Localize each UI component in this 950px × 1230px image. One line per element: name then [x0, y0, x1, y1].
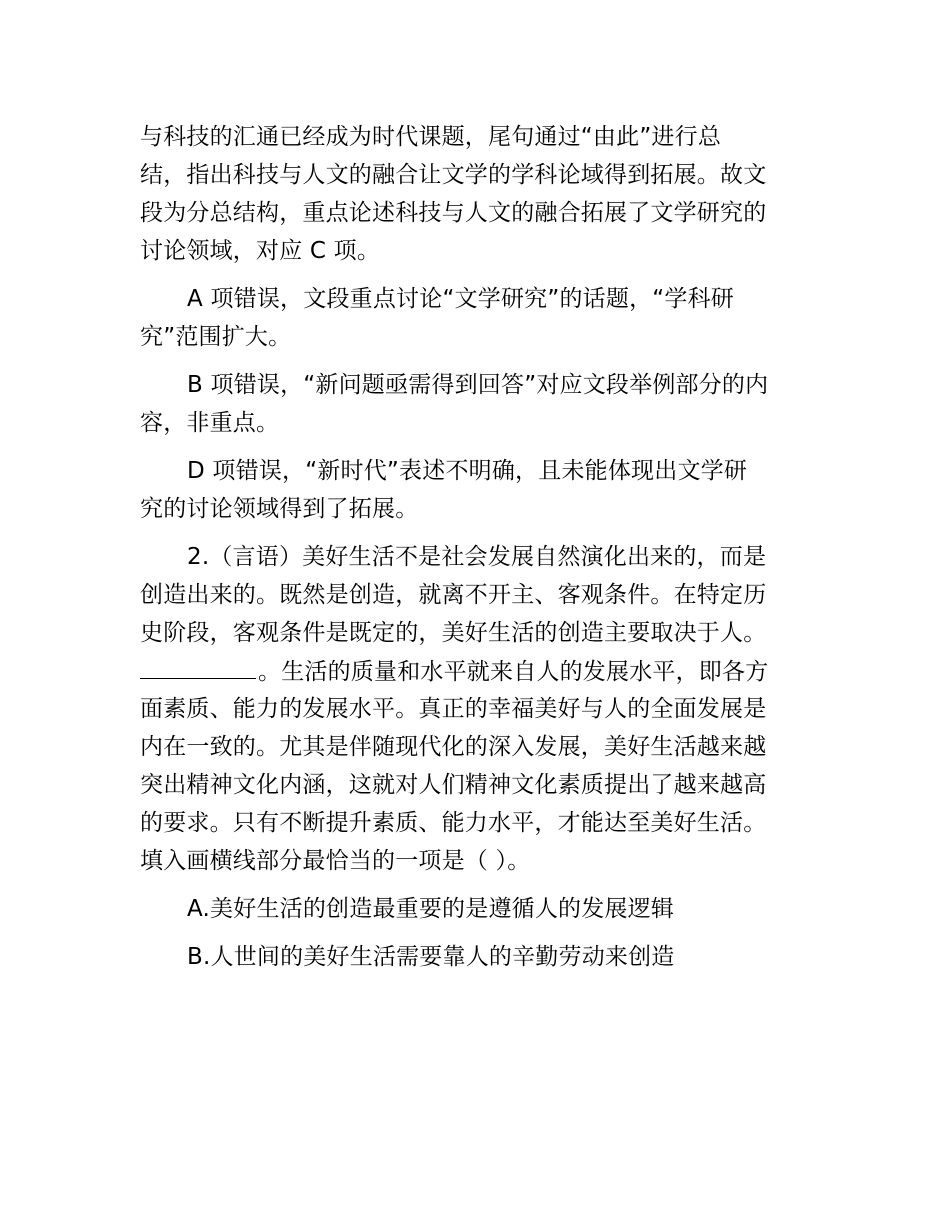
question-blank-line [140, 652, 812, 690]
choice-text: A.美好生活的创造最重要的是遵循人的发展逻辑 [187, 896, 675, 922]
text-line: 与科技的汇通已经成为时代课题，尾句通过“由此”进行总 [140, 124, 722, 150]
explanation-paragraph [140, 118, 812, 270]
text-line: 究”范围扩大。 [140, 324, 292, 350]
question-text-line: 的要求。只有不断提升素质、能力水平，才能达至美好生活。 [140, 810, 767, 836]
text-line: D 项错误，“新时代”表述不明确，且未能体现出文学研 [187, 458, 748, 484]
question-text-line: 创造出来的。既然是创造，就离不开主、客观条件。在特定历 [140, 582, 767, 608]
text-line: B 项错误，“新问题亟需得到回答”对应文段举例部分的内 [187, 372, 769, 398]
question-text-line: 面素质、能力的发展水平。真正的幸福美好与人的全面发展是 [140, 696, 767, 722]
fill-in-blank [140, 652, 256, 679]
option-d-explanation [140, 452, 812, 528]
question-text-after-blank: 。生活的质量和水平就来自人的发展水平，即各方 [258, 659, 769, 685]
choice-text: B.人世间的美好生活需要靠人的辛勤劳动来创造 [187, 944, 675, 970]
answer-choice-a [140, 890, 812, 928]
answer-choice-b [140, 938, 812, 976]
text-line: A 项错误，文段重点讨论“文学研究”的话题，“学科研 [187, 286, 734, 312]
option-a-explanation [140, 280, 812, 356]
question-prompt: 填入画横线部分最恰当的一项是（ ）。 [140, 848, 531, 874]
text-line: 容，非重点。 [140, 410, 280, 436]
question-paragraph [140, 538, 812, 880]
text-line: 究的讨论领域得到了拓展。 [140, 496, 419, 522]
text-line: 讨论领域，对应 C 项。 [140, 238, 381, 264]
option-b-explanation [140, 366, 812, 442]
text-line: 段为分总结构，重点论述科技与人文的融合拓展了文学研究的 [140, 200, 767, 226]
question-text-line: 史阶段，客观条件是既定的，美好生活的创造主要取决于人。 [140, 620, 767, 646]
text-line: 结，指出科技与人文的融合让文学的学科论域得到拓展。故文 [140, 162, 767, 188]
question-text-line: 2.（言语）美好生活不是社会发展自然演化出来的，而是 [187, 544, 767, 570]
question-text-line: 内在一致的。尤其是伴随现代化的深入发展，美好生活越来越 [140, 734, 767, 760]
question-text-line: 突出精神文化内涵，这就对人们精神文化素质提出了越来越高 [140, 772, 767, 798]
